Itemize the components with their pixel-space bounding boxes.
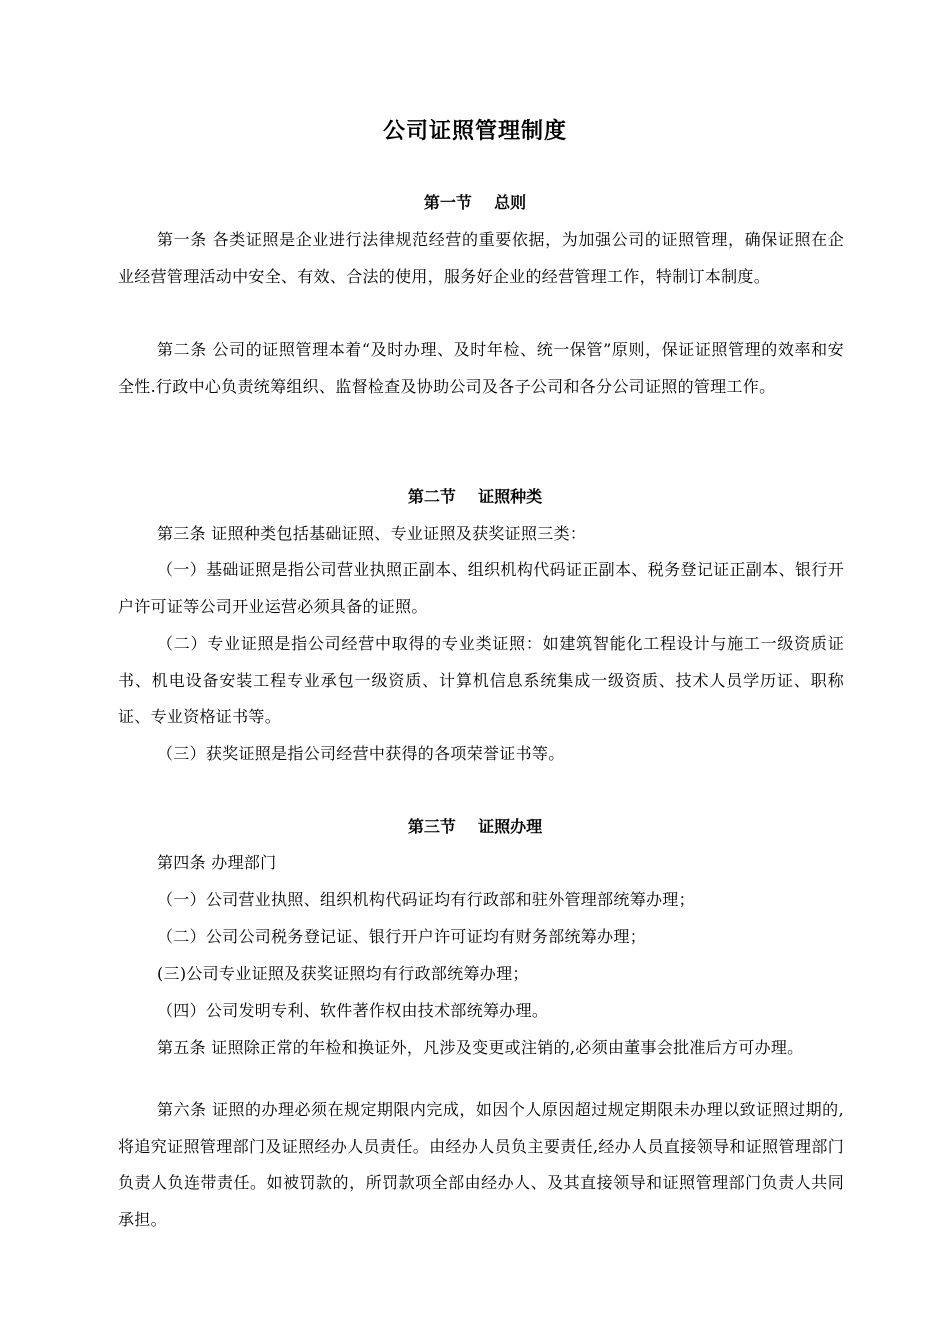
clause-3-4: （四）公司发明专利、软件著作权由技术部统筹办理。 [157, 1001, 549, 1020]
section-heading-1: 第一节 总则 [423, 193, 527, 212]
document-title: 公司证照管理制度 [382, 119, 567, 144]
article-4: 第四条 办理部门 [157, 853, 277, 872]
article-2: 第二条 公司的证照管理本着“及时办理、及时年检、统一保管”原则，保证证照管理的效率和安全性.行政中心负责统筹组织、监督检查及协助公司及各子公司和各分公司证照的管理工作。 [118, 340, 844, 396]
article-3: 第三条 证照种类包括基础证照、专业证照及获奖证照三类： [157, 524, 587, 543]
article-6: 第六条 证照的办理必须在规定期限内完成，如因个人原因超过规定期限未办理以致证照过期的,将追究证照管理部门及证照经办人员责任。由经办人员负主要责任,经办人员直接领导和证照管理部门负责人负连带责任。如被罚款的，所罚款项全部由经办人、及其直接领导和证照管理部门负责人共同承担。 [118, 1100, 844, 1229]
clause-2-2: （二）专业证照是指公司经营中取得的专业类证照：如建筑智能化工程设计与施工一级资质证书、机电设备安装工程专业承包一级资质、计算机信息系统集成一级资质、技术人员学历证、职称证、专业资格证书等。 [118, 634, 844, 726]
section-heading-2: 第二节 证照种类 [407, 487, 543, 506]
clause-3-3: (三)公司专业证照及获奖证照均有行政部统筹办理； [157, 964, 529, 983]
article-1: 第一条 各类证照是企业进行法律规范经营的重要依据，为加强公司的证照管理，确保证照在企业经营管理活动中安全、有效、合法的使用，服务好企业的经营管理工作，特制订本制度。 [118, 230, 844, 286]
clause-2-1: （一）基础证照是指公司营业执照正副本、组织机构代码证正副本、税务登记证正副本、银行开户许可证等公司开业运营必须具备的证照。 [118, 560, 844, 616]
section-heading-3: 第三节 证照办理 [407, 817, 543, 836]
clause-2-3: （三）获奖证照是指公司经营中获得的各项荣誉证书等。 [157, 744, 565, 763]
article-5: 第五条 证照除正常的年检和换证外，凡涉及变更或注销的,必须由董事会批准后方可办理。 [157, 1038, 804, 1057]
clause-3-1: （一）公司营业执照、组织机构代码证均有行政部和驻外管理部统筹办理； [157, 890, 695, 909]
clause-3-2: （二）公司公司税务登记证、银行开户许可证均有财务部统筹办理； [157, 927, 647, 946]
